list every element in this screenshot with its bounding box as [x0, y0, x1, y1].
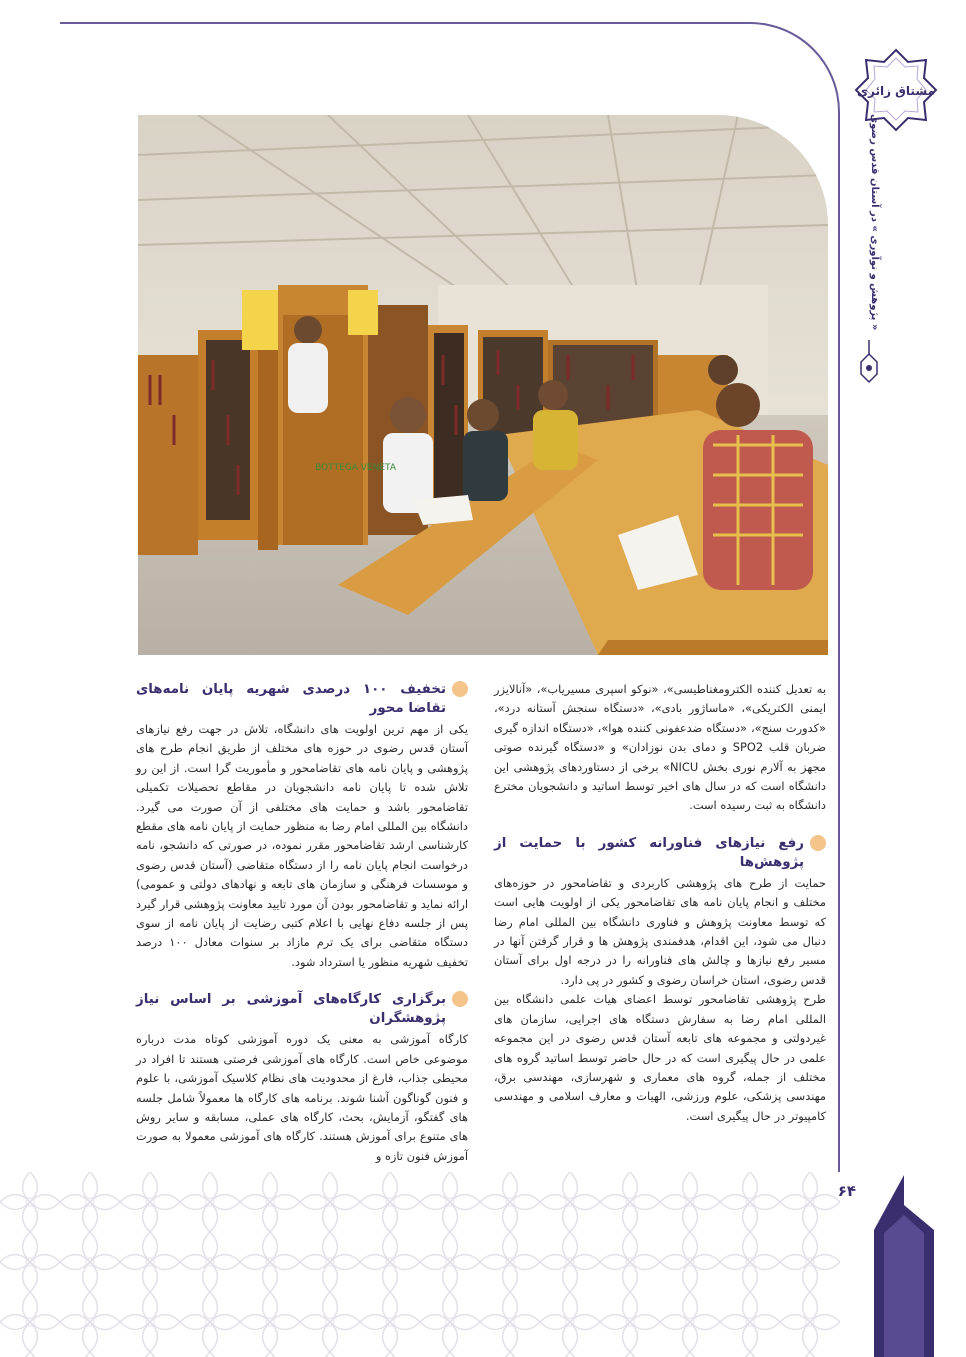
intro-paragraph: به تعدیل کننده الکترومغناطیسی»، «نوکو اسپری مسیریاب»، «آنالایزر ایمنی الکتریکی»، «ماساژور بادی»، «دستگاه سنجش آستانه درد»، «کدورت سنج»، «دستگاه ضدعفونی کننده هوا»، «دستگاه اندازه گیری ضربان قلب SPO2 و دمای بدن نوزادان» و «دستگاه گیرنده صوتی مجهز به آلارم نوری بخش NICU» برخی از دستاوردهای پژوهشی این دانشگاه است که در سال های اخیر توسط اساتید و دانشجویان مخترع دانشگاه به ثبت رسیده است. [494, 682, 826, 813]
side-caption: « پژوهش و نوآوری » در آستان قدس رضوی [869, 113, 880, 330]
magazine-logo-icon [854, 48, 938, 132]
page-number: ۶۴ [837, 1182, 856, 1200]
heading-text: برگزاری کارگاه‌های آموزشی بر اساس نیاز پژوهشگران [136, 992, 446, 1027]
paragraph: حمایت از طرح های پژوهشی کاربردی و تقاضامحور در حوزه‌های مختلف و انجام پایان نامه های تقاضامحور یکی از اولویت هایی است که توسط معاونت پژوهش و فناوری دانشگاه بین المللی امام رضا دنبال می شود، این اقدام، هدفمندی پژوهش ها و قرار گرفتن آنها در مسیر رفع نیازها و چالش های فناورانه را در درجه اول برای آستان قدس رضوی، استان خراسان رضوی و کشور در پی دارد. [494, 875, 826, 987]
library-photo [138, 115, 828, 655]
paragraph: طرح پژوهشی تقاضامحور توسط اعضای هیات علمی دانشگاه بین المللی امام رضا به سفارش دستگاه های اجرایی، سازمان های غیردولتی و مجموعه های تابعه آستان قدس رضوی در این مجموعه علمی در حال پیگیری است که در حال حاضر توسط اساتید گروه های مختلف از جمله، گروه های معماری و شهرسازی، مهندسی برق، مهندسی پزشکی، علوم ورزشی، الهیات و معارف اسلامی و مهندسی کامپیوتر در حال پیگیری است. [494, 992, 826, 1123]
shirt-print: BOTTEGA VENETA [315, 463, 396, 473]
bottom-pattern [0, 1172, 840, 1357]
heading-bullet-icon [452, 681, 468, 697]
heading-text: تخفیف ۱۰۰ درصدی شهریه پایان نامه‌های تقاضا محور [136, 682, 446, 716]
paragraph: کارگاه آموزشی به معنی یک دوره آموزشی کوتاه مدت درباره موضوعی خاص است. کارگاه های آموزشی فرصتی هستند تا افراد در محیطی جذاب، فارغ از محدودیت های نظام کلاسیک آموزشی، با علوم و فنون گوناگون آشنا شوند. برنامه های کارگاه ها معمولاً شامل جلسه های گفتگو، آزمایش، بحث، کارگاه های عملی، مسابقه و سایر روش های متنوع برای آموزش هستند. کارگاه های آموزشی معمولا به صورت آموزش فنون تازه و [136, 1032, 468, 1163]
section-heading-research-support [494, 834, 826, 872]
left-column [136, 680, 468, 1166]
section-heading-workshops [136, 990, 468, 1028]
side-strip [826, 0, 966, 1357]
library-reading-room-image [138, 115, 828, 655]
logo-text: مشتاق زائری [857, 84, 935, 98]
heading-text: رفع نیازهای فناورانه کشور با حمایت از پژوهش‌ها [494, 835, 804, 870]
right-column [494, 680, 826, 1126]
section-heading-tuition-discount [136, 680, 468, 718]
geometric-pattern-icon [0, 1172, 840, 1357]
heading-bullet-icon [810, 835, 826, 851]
paragraph: یکی از مهم ترین اولویت های دانشگاه، تلاش در جهت رفع نیازهای آستان قدس رضوی در حوزه های مختلف از طریق انجام طرح های پژوهشی و پایان نامه های تقاضامحور و مأموریت گرا است. از این رو تلاش شده تا پایان نامه دانشجویان در مقاطع تحصیلات تکمیلی تقاضامحور باشد و حمایت های مختلفی از آن صورت می گیرد. دانشگاه بین المللی امام رضا به منظور حمایت از پایان نامه های مقطع کارشناسی ارشد تقاضامحور مقرر نموده، در صورتی که دانشجو، نامه درخواست انجام پایان نامه را از دستگاه متقاضی (آستان قدس رضوی و موسسات فرهنگی و سازمان های تابعه و نهادهای دولتی و عمومی) ارائه نماید و تقاضامحور بودن آن مورد تایید معاونت پژوهشی قرار گیرد پس از جلسه دفاع نهایی با اعلام کتبی رضایت از پایان نامه از سوی دستگاه متقاضی برای یک ترم مازاد بر سنوات معادل ۱۰۰ درصد تخفیف شهریه منظور یا استرداد شود. [136, 722, 468, 969]
ornament-icon [860, 340, 878, 390]
page-tab-ornament [864, 1175, 944, 1357]
heading-bullet-icon [452, 991, 468, 1007]
